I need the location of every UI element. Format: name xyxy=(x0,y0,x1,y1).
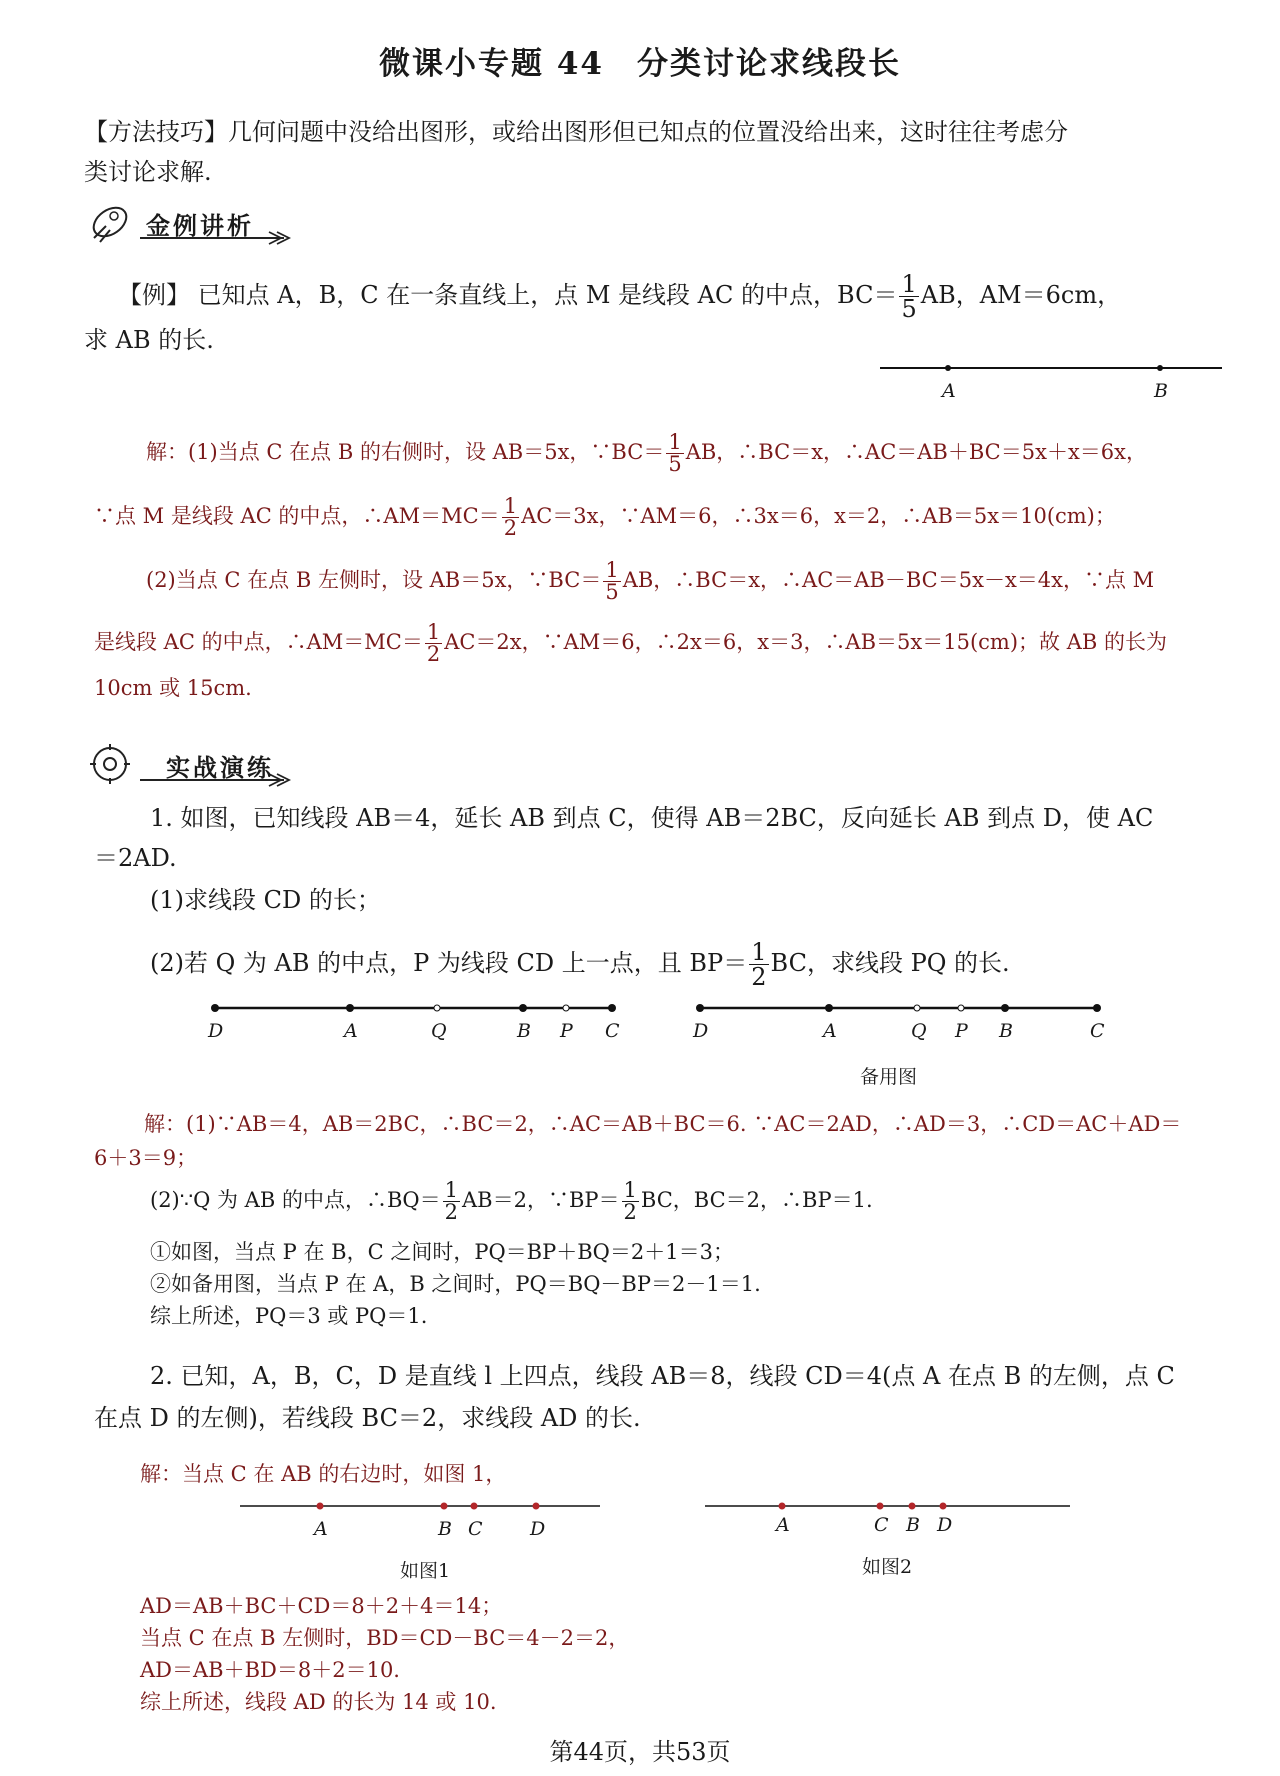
fig-label: A xyxy=(823,1020,837,1042)
section-title-example: 金例讲析 xyxy=(146,211,254,240)
fig-label: C xyxy=(468,1518,483,1540)
fig-label: Q xyxy=(431,1020,447,1042)
example-line-1 xyxy=(118,272,1121,321)
fig-label: P xyxy=(560,1020,573,1042)
q1-line-1: 1. 如图，已知线段 AB＝4，延长 AB 到点 C，使得 AB＝2BC，反向延长 AB 到点 D，使 AC xyxy=(150,804,1154,832)
fig-label: D xyxy=(693,1020,709,1042)
fraction: $\frac{1}{2}$ xyxy=(444,1178,458,1224)
page-number: 第44页，共53页 xyxy=(549,1738,731,1766)
q1-part-2: (2)若 Q 为 AB 的中点，P 为线段 CD 上一点，且 BP＝ $\frac{1}{2}$ BC，求线段 PQ 的长. xyxy=(150,938,1010,991)
page-title: 微课小专题 44 分类讨论求线段长 xyxy=(379,46,901,82)
fraction: $\frac{1}{2}$ xyxy=(503,494,518,540)
fraction: $\frac{1}{5}$ xyxy=(668,430,682,476)
q1-solution-5: ②如备用图，当点 P 在 A，B 之间时，PQ＝BQ－BP＝2－1＝1. xyxy=(150,1272,761,1296)
example-text-a: 【例】 已知点 A，B，C 在一条直线上，点 M 是线段 AC 的中点，BC＝ xyxy=(118,281,898,309)
fig-label: A xyxy=(942,380,956,402)
fig-label: A xyxy=(314,1518,328,1540)
fig-label: D xyxy=(208,1020,224,1042)
example-solution-2: ∵点 M 是线段 AC 的中点，∴AM＝MC＝ $\frac{1}{2}$ AC＝3x，∵AM＝6，∴3x＝6，x＝2，∴AB＝5x＝10(cm)； xyxy=(94,494,1116,540)
q1-line-2: ＝2AD. xyxy=(94,844,177,872)
fig-label: B xyxy=(438,1518,452,1540)
fig-label: C xyxy=(874,1514,889,1536)
fraction: $\frac{1}{2}$ xyxy=(623,1178,637,1224)
fig-label: D xyxy=(530,1518,546,1540)
example-line-2: 求 AB 的长. xyxy=(84,326,214,354)
fig-label: A xyxy=(344,1020,358,1042)
fig-label: Q xyxy=(911,1020,927,1042)
q1-solution-6: 综上所述，PQ＝3 或 PQ＝1. xyxy=(150,1304,428,1328)
example-solution-4: 是线段 AC 的中点，∴AM＝MC＝ $\frac{1}{2}$ AC＝2x，∵AM＝6，∴2x＝6，x＝3，∴AB＝5x＝15(cm)；故 AB 的长为 xyxy=(94,620,1167,666)
q1-solution-1: 解：(1)∵AB＝4，AB＝2BC，∴BC＝2，∴AC＝AB＋BC＝6. ∵AC＝2AD，∴AD＝3，∴CD＝AC＋AD＝ xyxy=(144,1112,1182,1136)
q1-solution-4: ①如图，当点 P 在 B，C 之间时，PQ＝BP＋BQ＝2＋1＝3； xyxy=(150,1240,734,1264)
section-title-practice: 实战演练 xyxy=(166,753,274,782)
q2-solution-4: AD＝AB＋BD＝8＋2＝10. xyxy=(140,1658,400,1682)
q2-solution-3: 当点 C 在点 B 左侧时，BD＝CD－BC＝4－2＝2， xyxy=(140,1626,630,1650)
q2-solution-1: 解：当点 C 在 AB 的右边时，如图 1， xyxy=(140,1462,507,1486)
fig-label: P xyxy=(955,1020,968,1042)
section-header-practice xyxy=(84,738,294,790)
fig-label: D xyxy=(937,1514,953,1536)
fig-label: A xyxy=(776,1514,790,1536)
q2-solution-2: AD＝AB＋BC＋CD＝8＋2＋4＝14； xyxy=(140,1594,503,1618)
fraction: $\frac{1}{5}$ xyxy=(605,558,619,604)
figure-caption: 如图2 xyxy=(862,1556,913,1578)
figure-caption: 如图1 xyxy=(400,1560,451,1582)
fig-label: B xyxy=(906,1514,920,1536)
section-header-example xyxy=(84,198,294,248)
example-solution-1: 解：(1)当点 C 在点 B 的右侧时，设 AB＝5x，∵BC＝ $\frac{1}{5}$ AB，∴BC＝x，∴AC＝AB＋BC＝5x＋x＝6x， xyxy=(146,430,1148,476)
q1-solution-2: 6＋3＝9； xyxy=(94,1146,198,1170)
method-line-1: 【方法技巧】几何问题中没给出图形，或给出图形但已知点的位置没给出来，这时往往考虑分 xyxy=(84,118,1068,146)
q2-line-1: 2. 已知，A，B，C，D 是直线 l 上四点，线段 AB＝8，线段 CD＝4(点 A 在点 B 的左侧，点 C xyxy=(150,1362,1175,1390)
example-solution-3: (2)当点 C 在点 B 左侧时，设 AB＝5x，∵BC＝ $\frac{1}{5}$ AB，∴BC＝x，∴AC＝AB－BC＝5x－x＝4x，∵点 M xyxy=(146,558,1155,604)
figure-caption: 备用图 xyxy=(860,1066,918,1088)
fig-label: C xyxy=(1090,1020,1105,1042)
method-line-2: 类讨论求解. xyxy=(84,158,212,186)
q2-solution-5: 综上所述，线段 AD 的长为 14 或 10. xyxy=(140,1690,497,1714)
example-text-b: AB，AM＝6cm， xyxy=(920,281,1122,309)
q1-solution-3: (2)∵Q 为 AB 的中点，∴BQ＝ $\frac{1}{2}$ AB＝2，∵BP＝ $\frac{1}{2}$ BC，BC＝2，∴BP＝1. xyxy=(150,1178,873,1224)
q2-line-2: 在点 D 的左侧)，若线段 BC＝2，求线段 AD 的长. xyxy=(94,1404,641,1432)
fig-label: B xyxy=(1154,380,1168,402)
example-solution-5: 10cm 或 15cm. xyxy=(94,676,252,700)
fig-label: B xyxy=(517,1020,531,1042)
q1-part-1: (1)求线段 CD 的长； xyxy=(150,886,381,914)
fraction: $\frac{1}{5}$ xyxy=(901,270,917,323)
fig-label: C xyxy=(605,1020,620,1042)
fraction: $\frac{1}{2}$ xyxy=(426,620,441,666)
fraction: $\frac{1}{2}$ xyxy=(751,938,767,991)
fig-label: B xyxy=(999,1020,1013,1042)
